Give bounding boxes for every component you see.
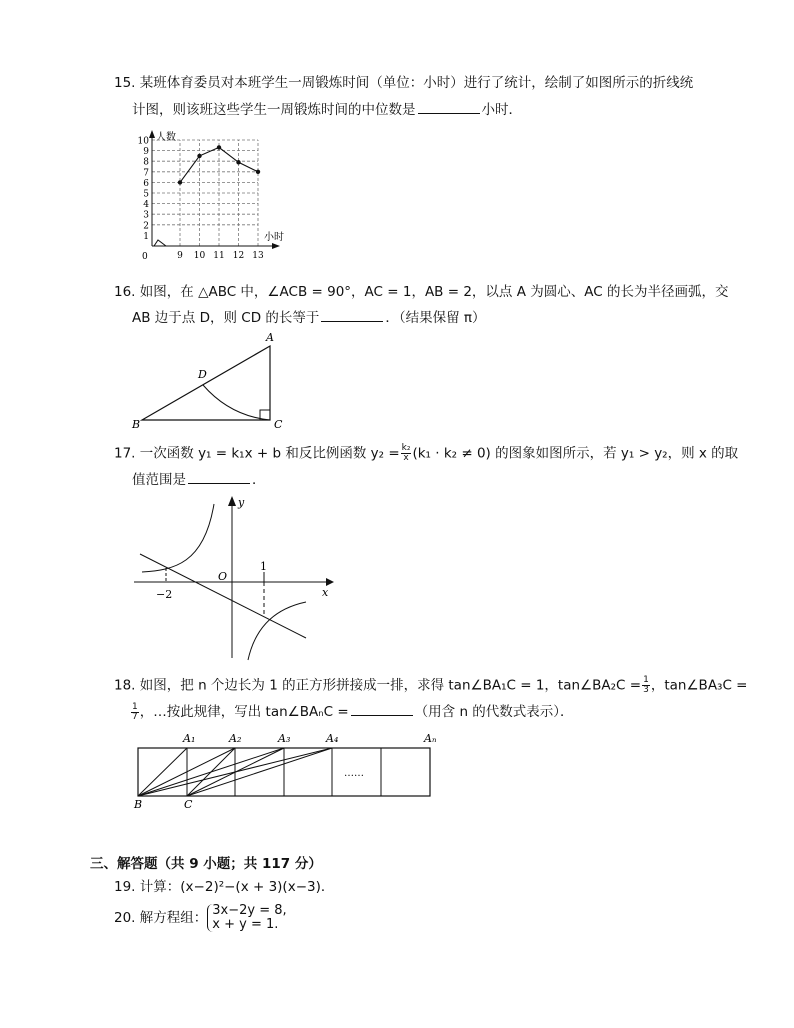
q18-line1 bbox=[114, 676, 748, 695]
q17-label-one: 1 bbox=[260, 560, 267, 573]
q15-point-11 bbox=[217, 145, 221, 149]
q15-origin-label: 0 bbox=[142, 252, 148, 262]
q17-function-graph bbox=[134, 492, 344, 662]
q17-label-x: x bbox=[322, 586, 329, 599]
q15-y-tick-8: 8 bbox=[143, 157, 149, 168]
q16-label-c: C bbox=[274, 418, 283, 431]
q17-text2a: 值范围是 bbox=[132, 472, 186, 488]
q15-x-label: 小时 bbox=[264, 232, 284, 243]
q16-answer-blank[interactable] bbox=[321, 308, 383, 322]
q18-squares-figure bbox=[130, 728, 440, 814]
q15-point-9 bbox=[178, 180, 182, 184]
q15-axis-break bbox=[152, 240, 172, 246]
q18-text2a: ，…按此规律，写出 tan∠BAₙC = bbox=[139, 704, 349, 720]
q18-text2b: （用含 n 的代数式表示）． bbox=[414, 704, 574, 720]
q18-ellipsis: …… bbox=[344, 768, 364, 779]
q20-eq2: x + y = 1. bbox=[212, 917, 279, 932]
q18-text1b: ，tan∠BA₃C = bbox=[650, 677, 748, 694]
q15-y-label: 人数 bbox=[156, 132, 176, 143]
q16-triangle bbox=[142, 346, 270, 420]
q15-line1 bbox=[114, 74, 693, 92]
q16-label-a: A bbox=[266, 331, 274, 344]
q17-label-neg2: −2 bbox=[156, 588, 173, 601]
q16-number: 16. bbox=[114, 284, 136, 300]
q18-label-a2: A₂ bbox=[229, 732, 242, 745]
q15-text2a: 计图，则该班这些学生一周锻炼时间的中位数是 bbox=[132, 102, 416, 118]
q16-label-d: D bbox=[198, 368, 207, 381]
q17-hyperbola-branch-left bbox=[142, 504, 214, 572]
q15-number: 15. bbox=[114, 75, 136, 91]
q17-label-y: y bbox=[238, 496, 245, 509]
q15-y-tick-9: 9 bbox=[143, 147, 149, 158]
q19-line bbox=[114, 878, 334, 896]
q17-line2 bbox=[132, 470, 266, 489]
q15-answer-blank[interactable] bbox=[418, 100, 480, 114]
q16-label-b: B bbox=[132, 418, 141, 431]
q18-fraction-2 bbox=[131, 703, 139, 722]
q18-line2 bbox=[130, 702, 574, 722]
q15-text2b: 小时． bbox=[481, 102, 522, 118]
q17-text1a: 一次函数 y₁ = k₁x + b 和反比例函数 y₂ = bbox=[139, 445, 400, 462]
q20-number: 20. bbox=[114, 910, 136, 926]
q18-text1a: 如图，把 n 个边长为 1 的正方形拼接成一排，求得 tan∠BA₁C = 1，tan∠BA₂C = bbox=[139, 677, 642, 694]
q17-label-o: O bbox=[218, 570, 228, 583]
q15-y-arrow bbox=[149, 130, 155, 138]
q17-x-arrow bbox=[326, 578, 334, 586]
q18-label-a4: A₄ bbox=[326, 732, 339, 745]
q15-point-12 bbox=[236, 160, 240, 164]
q19-number: 19. bbox=[114, 879, 136, 895]
q18-label-a1: A₁ bbox=[183, 732, 196, 745]
q15-y-tick-2: 2 bbox=[143, 221, 149, 232]
q18-f2-num: 1 bbox=[132, 701, 138, 712]
q15-y-tick-7: 7 bbox=[143, 168, 149, 179]
q17-hyperbola-branch-right bbox=[248, 602, 306, 660]
q20-text: 解方程组： bbox=[139, 910, 208, 926]
q19-text: 计算：(x−2)²−(x + 3)(x−3)． bbox=[139, 879, 335, 895]
q15-y-tick-5: 5 bbox=[143, 189, 149, 200]
q17-frac-num: k₂ bbox=[401, 443, 411, 453]
q15-x-tick-10: 10 bbox=[193, 251, 206, 261]
q18-label-a3: A₃ bbox=[278, 732, 291, 745]
q18-line-c-a4 bbox=[187, 748, 332, 796]
q17-text2b: ． bbox=[252, 472, 266, 488]
q18-f1-den: 3 bbox=[643, 685, 649, 695]
q20-line bbox=[114, 904, 287, 932]
q17-answer-blank[interactable] bbox=[188, 470, 250, 484]
q17-number: 17. bbox=[114, 445, 136, 462]
q18-label-an: Aₙ bbox=[424, 732, 437, 745]
q18-answer-blank[interactable] bbox=[351, 702, 413, 716]
q15-text1: 某班体育委员对本班学生一周锻炼时间（单位：小时）进行了统计，绘制了如图所示的折线统 bbox=[139, 75, 694, 91]
q18-label-b: B bbox=[134, 798, 143, 811]
q17-y-arrow bbox=[228, 496, 236, 506]
section-3-title: 三、解答题（共 9 小题；共 117 分） bbox=[90, 856, 322, 872]
q17-line1 bbox=[114, 444, 738, 463]
q16-text1: 如图，在 △ABC 中，∠ACB = 90°，AC = 1，AB = 2，以点 A 为圆心、AC 的长为半径画弧，交 bbox=[139, 284, 729, 300]
q18-line-b-a3 bbox=[138, 748, 284, 796]
q16-text2a: AB 边于点 D，则 CD 的长等于 bbox=[132, 310, 320, 326]
q15-line2 bbox=[132, 100, 522, 119]
q17-fraction bbox=[401, 444, 412, 463]
q15-x-arrow bbox=[272, 243, 280, 249]
q16-triangle-figure bbox=[128, 328, 298, 434]
q20-equation-system bbox=[207, 904, 286, 932]
q15-x-tick-12: 12 bbox=[232, 251, 245, 261]
q15-y-tick-1: 1 bbox=[143, 231, 149, 242]
q16-line2 bbox=[132, 308, 486, 327]
q18-f2-den: 7 bbox=[132, 711, 138, 722]
q15-line-chart bbox=[128, 128, 288, 268]
q15-y-tick-3: 3 bbox=[143, 210, 149, 221]
q15-point-13 bbox=[256, 170, 260, 174]
q18-f1-num: 1 bbox=[643, 675, 649, 685]
q15-point-10 bbox=[197, 154, 201, 158]
q16-line1 bbox=[114, 283, 728, 301]
q20-eq1: 3x−2y = 8, bbox=[212, 903, 287, 918]
q15-x-tick-9: 9 bbox=[177, 251, 183, 261]
q15-y-tick-6: 6 bbox=[143, 178, 149, 189]
q18-label-c: C bbox=[184, 798, 193, 811]
q17-frac-den: x bbox=[403, 453, 409, 463]
q15-x-tick-13: 13 bbox=[252, 251, 264, 261]
q18-fraction-1 bbox=[642, 676, 650, 695]
q18-line-b-a1 bbox=[138, 748, 187, 796]
q16-text2b: ．（结果保留 π） bbox=[385, 310, 486, 326]
q15-y-tick-10: 10 bbox=[137, 136, 149, 147]
q15-x-tick-11: 11 bbox=[213, 251, 225, 261]
q17-text1b: (k₁ · k₂ ≠ 0) 的图象如图所示，若 y₁ > y₂，则 x 的取 bbox=[412, 445, 739, 462]
q15-y-tick-4: 4 bbox=[143, 200, 149, 211]
q18-number: 18. bbox=[114, 677, 136, 694]
